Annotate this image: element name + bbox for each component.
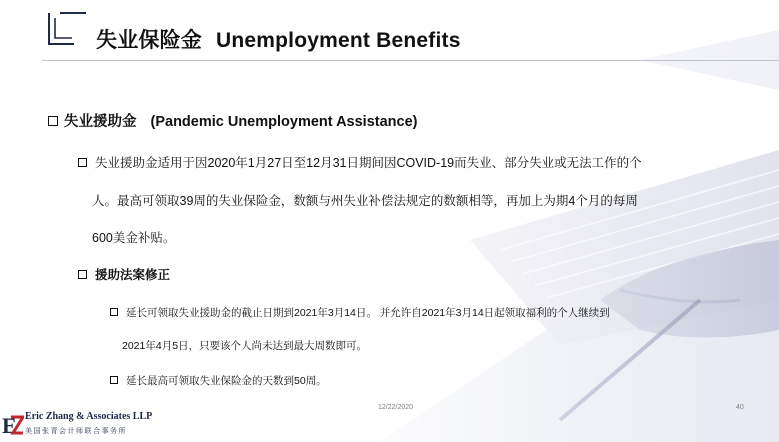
list-item-2 <box>110 373 327 388</box>
paragraph-line-2: 人。最高可领取39周的失业保险金，数额与州失业补偿法规定的数额相等，再加上为期4个月的每周 <box>92 194 638 208</box>
title-bracket-icon <box>46 10 90 46</box>
paragraph-line-1 <box>78 153 642 171</box>
page-number: 40 <box>736 404 744 411</box>
subsection-heading-text: 援助法案修正 <box>95 268 171 282</box>
checkbox-bullet-icon <box>78 158 87 167</box>
subsection-heading <box>78 265 170 283</box>
title-zh: 失业保险金 <box>96 29 202 52</box>
title-divider <box>42 60 779 61</box>
ez-logo-icon <box>2 411 24 437</box>
svg-text:E: E <box>2 413 17 437</box>
list-item-1-text: 延长可领取失业援助金的截止日期到2021年3月14日。 并允许自2021年3月14日起领取福利的个人继续到 <box>126 307 610 319</box>
logo-company-subtitle: 美国张青会计师联合事务所 <box>25 427 127 435</box>
logo-company-name: Eric Zhang & Associates LLP <box>25 411 153 422</box>
list-item-2-text: 延长最高可领取失业保险金的天数到50周。 <box>126 375 327 387</box>
section-heading <box>48 110 417 131</box>
company-logo <box>2 409 222 441</box>
checkbox-bullet-icon <box>110 376 118 384</box>
checkbox-bullet-icon <box>78 270 87 279</box>
checkbox-bullet-icon <box>110 308 118 316</box>
title-en: Unemployment Benefits <box>216 29 461 52</box>
slide-title <box>96 24 461 54</box>
footer-date: 12/22/2020 <box>378 404 414 411</box>
checkbox-bullet-icon <box>48 116 58 126</box>
list-item-1 <box>110 305 610 320</box>
paragraph-line-3: 600美金补贴。 <box>92 231 176 245</box>
section-heading-zh: 失业援助金 <box>64 114 137 130</box>
section-heading-en: (Pandemic Unemployment Assistance) <box>150 114 418 130</box>
paragraph-text-1: 失业援助金适用于因2020年1月27日至12月31日期间因COVID-19而失业、部分失业或无法工作的个 <box>95 156 642 170</box>
list-item-1-continued: 2021年4月5日，只要该个人尚未达到最大周数即可。 <box>122 340 368 352</box>
